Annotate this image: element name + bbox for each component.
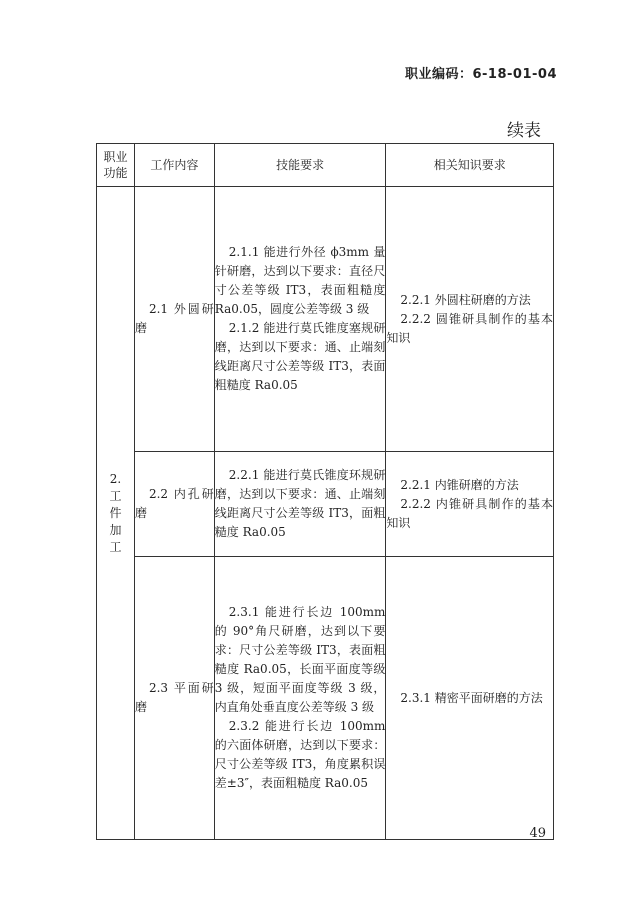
table-row: [97, 452, 554, 557]
knowledge-item: 2.2.1 外圆柱研磨的方法: [400, 292, 531, 307]
knowledge-cell: [386, 557, 554, 840]
knowledge-cell: [386, 187, 554, 452]
content-cell: 2.2 内孔研磨: [134, 452, 214, 557]
function-name: 工件加工: [109, 488, 122, 554]
skill-item: 2.3.2 能进行长边 100mm 的六面体研磨，达到以下要求：尺寸公差等级 IT3，角度累积误差±3″，表面粗糙度 Ra0.05: [214, 719, 386, 790]
skill-cell: [214, 187, 386, 452]
header-content: 工作内容: [134, 144, 214, 187]
skill-item: 2.1.2 能进行莫氏锥度塞规研磨，达到以下要求：通、止端刻线距离尺寸公差等级 IT3，表面粗糙度 Ra0.05: [214, 321, 386, 392]
function-cell: [97, 187, 135, 840]
header-skill: 技能要求: [214, 144, 386, 187]
knowledge-item: 2.2.1 内锥研磨的方法: [400, 477, 519, 492]
skill-cell: [214, 452, 386, 557]
header-function: 职业功能: [97, 144, 135, 187]
table-row: [97, 187, 554, 452]
skill-item: 2.2.1 能进行莫氏锥度环规研磨，达到以下要求：通、止端刻线距离尺寸公差等级 IT3，面粗糙度 Ra0.05: [214, 468, 386, 539]
content-cell: 2.1 外圆研磨: [134, 187, 214, 452]
knowledge-item: 2.2.2 内锥研具制作的基本知识: [386, 496, 553, 530]
continued-table-label: 续表: [507, 121, 541, 141]
content-cell: 2.3 平面研磨: [134, 557, 214, 840]
knowledge-cell: [386, 452, 554, 557]
knowledge-item: 2.2.2 圆锥研具制作的基本知识: [386, 311, 553, 345]
header-knowledge: 相关知识要求: [386, 144, 554, 187]
table-row: [97, 557, 554, 840]
skill-item: 2.3.1 能进行长边 100mm 的 90°角尺研磨，达到以下要求：尺寸公差等级 IT3，表面粗糙度 Ra0.05，长面平面度等级 3 级，短面平面度等级 3 级，内直角处垂直度公差等级 3 级: [214, 605, 386, 714]
page-number: 49: [529, 826, 546, 841]
skills-table: [96, 143, 554, 840]
knowledge-item: 2.3.1 精密平面研磨的方法: [400, 690, 543, 705]
function-number: 2.: [109, 471, 122, 486]
skill-cell: [214, 557, 386, 840]
skill-item: 2.1.1 能进行外径 ϕ3mm 量针研磨，达到以下要求：直径尺寸公差等级 IT3，表面粗糙度 Ra0.05，圆度公差等级 3 级: [214, 245, 386, 316]
table-header-row: [97, 144, 554, 187]
occupation-code: 职业编码：6-18-01-04: [404, 67, 557, 82]
